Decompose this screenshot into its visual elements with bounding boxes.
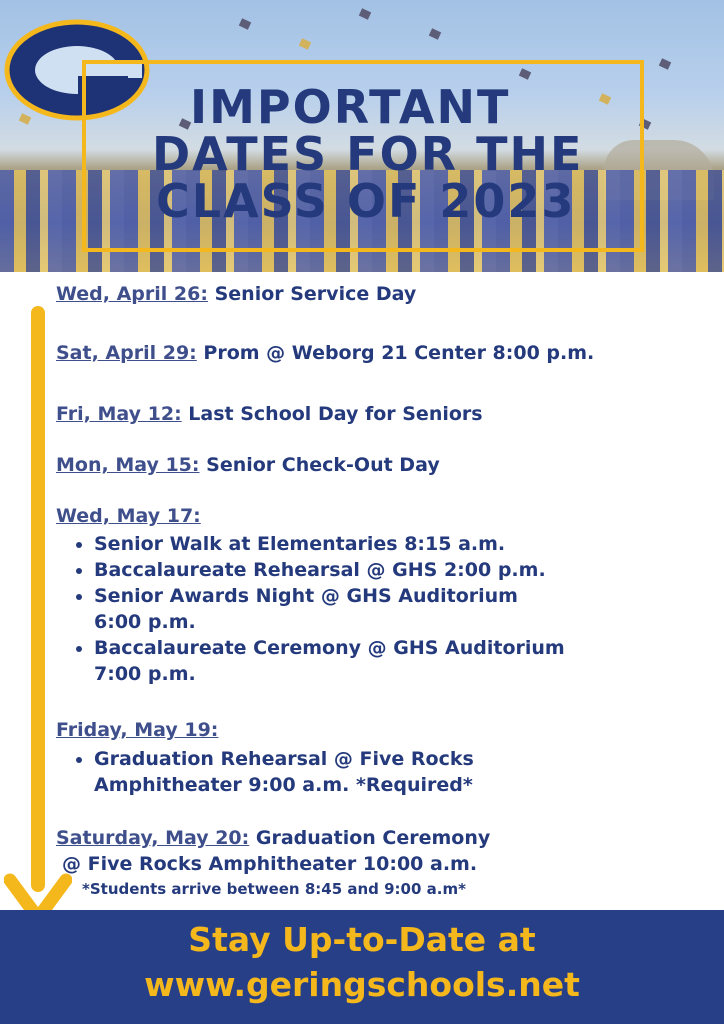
schedule-item bbox=[56, 827, 490, 849]
schedule-item-detail: @ Five Rocks Amphitheater 10:00 a.m. bbox=[62, 853, 478, 875]
page-title bbox=[100, 80, 640, 228]
list-item: • Senior Awards Night @ GHS Auditorium 6:00 p.m. bbox=[94, 583, 565, 635]
title-line: IMPORTANT bbox=[190, 80, 511, 134]
item-event: Senior Service Day bbox=[214, 283, 417, 305]
list-item: • Senior Walk at Elementaries 8:15 a.m. bbox=[94, 531, 565, 557]
item-event: Graduation Ceremony bbox=[255, 827, 491, 849]
item-date: Sat, April 29: bbox=[56, 342, 197, 364]
item-date: Mon, May 15: bbox=[56, 454, 200, 476]
item-event: Senior Check-Out Day bbox=[206, 454, 440, 476]
item-event: Last School Day for Seniors bbox=[188, 403, 483, 425]
website-link[interactable]: www.geringschools.net bbox=[144, 965, 580, 1004]
item-date: Wed, April 26: bbox=[56, 283, 208, 305]
item-date: Wed, May 17: bbox=[56, 505, 201, 527]
item-date: Saturday, May 20: bbox=[56, 827, 250, 849]
schedule-item bbox=[56, 403, 483, 425]
item-event: Prom @ Weborg 21 Center 8:00 p.m. bbox=[203, 342, 595, 364]
schedule-item-note: *Students arrive between 8:45 and 9:00 a.m* bbox=[82, 880, 466, 898]
list-item: • Graduation Rehearsal @ Five Rocks Amphitheater 9:00 a.m. *Required* bbox=[94, 746, 474, 798]
timeline-arrow-shaft bbox=[31, 306, 45, 892]
bullet-list bbox=[72, 746, 474, 798]
list-item: • Baccalaureate Rehearsal @ GHS 2:00 p.m. bbox=[94, 557, 565, 583]
item-date: Friday, May 19: bbox=[56, 719, 219, 741]
schedule-item bbox=[56, 505, 201, 527]
schedule-item bbox=[56, 454, 440, 476]
title-line: DATES FOR THE bbox=[152, 127, 584, 181]
schedule-item bbox=[56, 283, 416, 305]
list-item: • Baccalaureate Ceremony @ GHS Auditorium 7:00 p.m. bbox=[94, 635, 565, 687]
title-line: CLASS OF 2023 bbox=[156, 174, 576, 228]
footer-banner bbox=[0, 910, 724, 1024]
bullet-list bbox=[72, 531, 565, 687]
schedule-item bbox=[56, 342, 594, 364]
footer-line: Stay Up-to-Date at bbox=[188, 920, 536, 959]
schedule-item bbox=[56, 719, 218, 741]
item-date: Fri, May 12: bbox=[56, 403, 182, 425]
